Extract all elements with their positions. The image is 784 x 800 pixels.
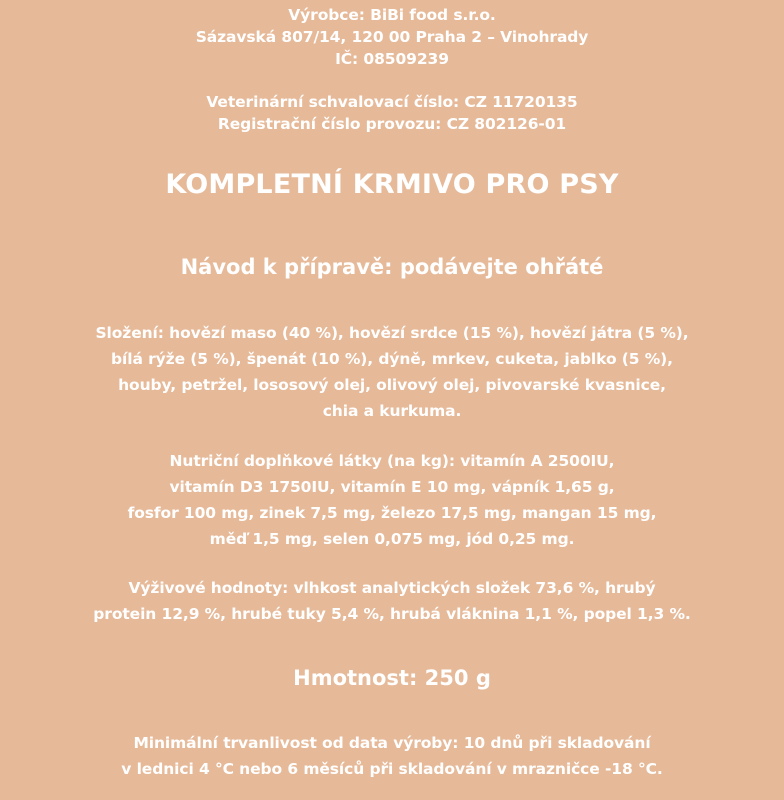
net-weight: Hmotnost: 250 g — [293, 666, 491, 690]
manufacturer-address: Sázavská 807/14, 120 00 Praha 2 – Vinohrady — [195, 28, 589, 46]
manufacturer-info — [0, 4, 784, 70]
supplements-line: fosfor 100 mg, zinek 7,5 mg, železo 17,5 mg, mangan 15 mg, — [127, 504, 657, 522]
nutritional-supplements — [0, 448, 784, 552]
shelf-life-line: Minimální trvanlivost od data výroby: 10 dnů při skladování — [133, 734, 651, 752]
supplements-line: vitamín D3 1750IU, vitamín E 10 mg, vápník 1,65 g, — [169, 478, 615, 496]
composition-line: houby, petržel, lososový olej, olivový olej, pivovarské kvasnice, — [118, 376, 666, 394]
preparation-instructions: Návod k přípravě: podávejte ohřáté — [180, 255, 604, 279]
veterinary-approval-number: Veterinární schvalovací číslo: CZ 11720135 — [206, 93, 578, 111]
supplements-line: Nutriční doplňkové látky (na kg): vitamín A 2500IU, — [169, 452, 615, 470]
nutritional-values-line: Výživové hodnoty: vlhkost analytických složek 73,6 %, hrubý — [128, 579, 656, 597]
composition-line: bílá rýže (5 %), špenát (10 %), dýně, mrkev, cuketa, jablko (5 %), — [111, 350, 673, 368]
nutritional-values-line: protein 12,9 %, hrubé tuky 5,4 %, hrubá vláknina 1,1 %, popel 1,3 %. — [93, 605, 691, 623]
manufacturer-name: Výrobce: BiBi food s.r.o. — [288, 6, 496, 24]
shelf-life — [0, 730, 784, 782]
shelf-life-line: v lednici 4 °C nebo 6 měsíců při skladování v mrazničce -18 °C. — [121, 760, 663, 778]
registration-info — [0, 91, 784, 135]
composition — [0, 320, 784, 424]
supplements-line: měď 1,5 mg, selen 0,075 mg, jód 0,25 mg. — [209, 530, 575, 548]
product-title: KOMPLETNÍ KRMIVO PRO PSY — [165, 169, 619, 200]
manufacturer-company-id: IČ: 08509239 — [335, 50, 449, 68]
nutritional-values — [0, 575, 784, 627]
composition-line: chia a kurkuma. — [322, 402, 462, 420]
facility-registration-number: Registrační číslo provozu: CZ 802126-01 — [217, 115, 567, 133]
composition-line: Složení: hovězí maso (40 %), hovězí srdce (15 %), hovězí játra (5 %), — [95, 324, 689, 342]
